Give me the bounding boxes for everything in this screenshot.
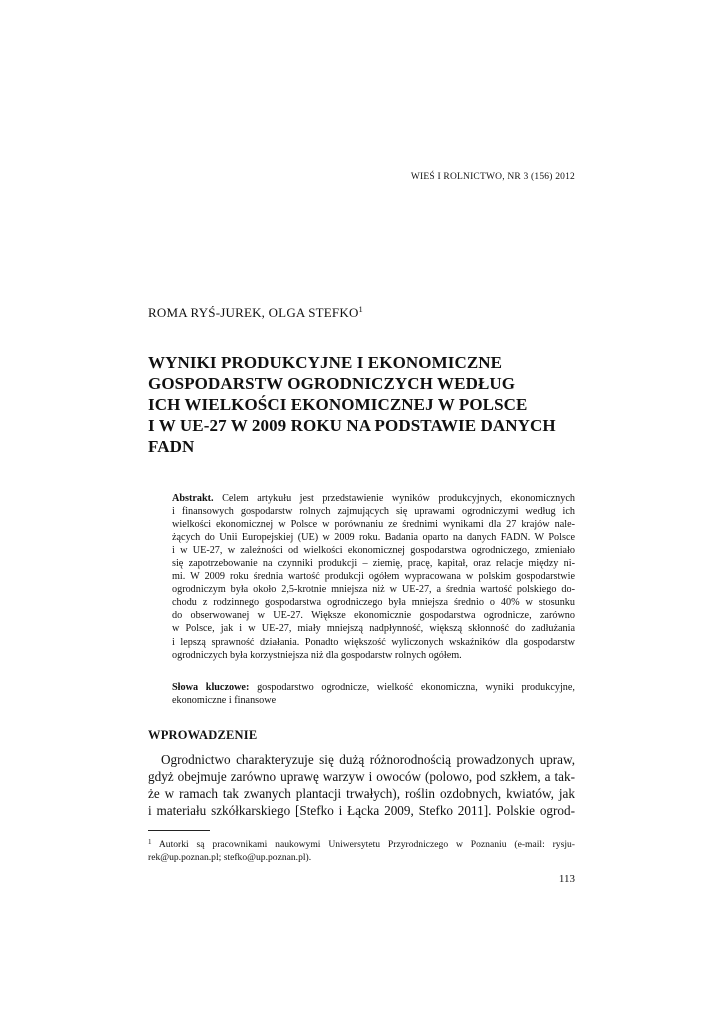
author-footnote-mark: 1 (358, 304, 363, 314)
abstract (172, 492, 575, 662)
abstract-line-text: Celem artykułu jest przedstawienie wyników produkcyjnych, ekonomicznych (213, 493, 575, 504)
body-line: że w ramach tak zwanych plantacji trwałych), roślin ozdobnych, kwiatów, jak (148, 786, 575, 801)
keywords-line: ekonomiczne i finansowe (172, 695, 277, 707)
footnote-line-text: Autorki są pracownikami naukowymi Uniwersytetu Przyrodniczego w Poznaniu (e-mail: rysju- (151, 839, 575, 850)
abstract-line: mi. W 2009 roku średnia wartość produkcji ogółem wypracowana w polskim gospodarstwie (172, 571, 575, 583)
abstract-line: chodu z rodzinnego gospodarstwa ogrodniczego była mniejsza średnio o 40% w stosunku (172, 597, 575, 609)
abstract-line: w Polsce, jak i w UE-27, miały mniejszą nadpłynność, większą skłonność do zadłużania (172, 623, 575, 635)
section-heading: WPROWADZENIE (148, 728, 258, 742)
body-paragraph (148, 751, 575, 819)
abstract-line (172, 492, 575, 505)
journal-header: WIEŚ I ROLNICTWO, NR 3 (156) 2012 (410, 172, 575, 182)
footnote-mark: 1 (148, 838, 152, 846)
abstract-line: i finansowych gospodarstw rolnych zajmujących się uprawami ogrodniczymi według ich (172, 506, 575, 518)
footnote-line: rek@up.poznan.pl; stefko@up.poznan.pl). (148, 852, 312, 863)
footnote-line (148, 836, 575, 851)
footnote-divider (148, 830, 210, 831)
keywords (172, 681, 575, 707)
author-line (148, 304, 363, 321)
keywords-line (172, 681, 575, 694)
article-title (148, 352, 588, 457)
body-line: gdyż obejmuje zarówno uprawę warzyw i owoców (polowo, pod szkłem, a tak- (148, 769, 575, 784)
abstract-line: ogrodniczym była około 2,5-krotnie mniejsza niż w UE-27, a średnia wartość polskiego do- (172, 584, 575, 596)
title-line: FADN (148, 437, 195, 456)
abstract-line: do obserwowanej w UE-27. Większe ekonomicznie gospodarstwa ogrodnicze, zarówno (172, 610, 575, 622)
body-line: i materiału szkółkarskiego [Stefko i Łącka 2009, Stefko 2011]. Polskie ogrod- (148, 803, 575, 818)
title-line: I W UE-27 W 2009 ROKU NA PODSTAWIE DANYCH (148, 416, 556, 435)
title-line: WYNIKI PRODUKCYJNE I EKONOMICZNE (148, 353, 503, 372)
footnote (148, 836, 575, 864)
keywords-line-text: gospodarstwo ogrodnicze, wielkość ekonomiczna, wyniki produkcyjne, (249, 682, 575, 693)
title-line: GOSPODARSTW OGRODNICZYCH WEDŁUG (148, 374, 516, 393)
abstract-line: i w UE-27, w zależności od wielkości ekonomicznej gospodarstwa ogrodniczego, zmieniało (172, 545, 575, 557)
abstract-line: i lepszą sprawność działania. Ponadto większość wyliczonych wskaźników dla gospodarstw (172, 636, 575, 648)
abstract-line: żących do Unii Europejskiej (UE) w 2009 roku. Badania oparto na danych FADN. W Polsce (172, 532, 575, 544)
body-line: Ogrodnictwo charakteryzuje się dużą różnorodnością prowadzonych upraw, (161, 752, 575, 767)
author-names: ROMA RYŚ-JUREK, OLGA STEFKO (148, 305, 359, 320)
abstract-line: wielkości ekonomicznej w Polsce w porównaniu ze średnimi wynikami dla 27 krajów nale- (172, 519, 575, 531)
page-number: 113 (558, 873, 575, 885)
abstract-label: Abstrakt. (172, 493, 214, 504)
abstract-line: ogrodniczych była korzystniejsza niż dla gospodarstw rolnych ogółem. (172, 649, 462, 661)
keywords-label: Słowa kluczowe: (172, 682, 250, 693)
abstract-line: się zapotrzebowanie na czynniki produkcji – ziemię, pracę, kapitał, oraz relacje między ni- (172, 558, 575, 570)
title-line: ICH WIELKOŚCI EKONOMICZNEJ W POLSCE (148, 395, 528, 414)
